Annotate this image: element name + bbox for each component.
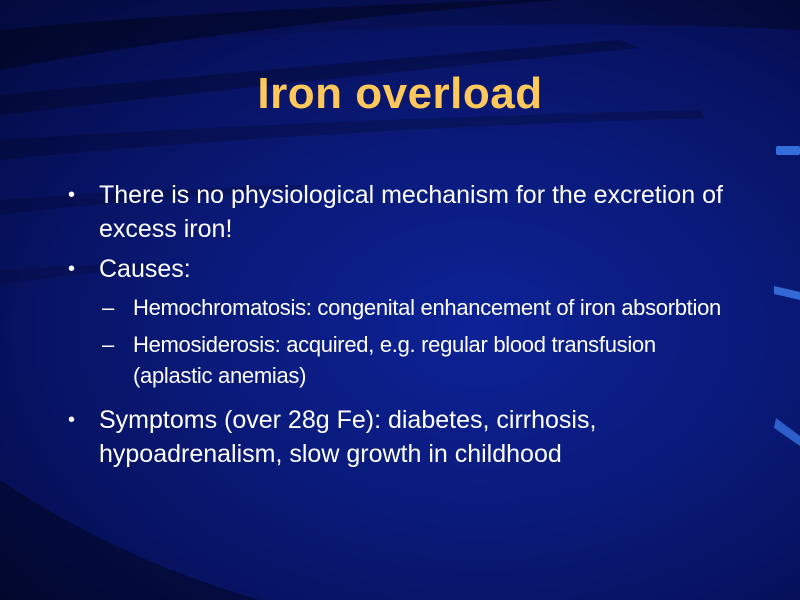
bullet-text: Causes: xyxy=(99,255,191,283)
bullet-marker: • xyxy=(68,409,76,431)
bullet-text: There is no physiological mechanism for the excretion of excess iron! xyxy=(99,181,723,243)
bullet-marker: • xyxy=(68,184,76,206)
bullet-text: Symptoms (over 28g Fe): diabetes, cirrhosis, hypoadrenalism, slow growth in childhood xyxy=(99,406,597,468)
accent-marks xyxy=(774,146,800,446)
sub-bullet-item xyxy=(64,292,734,323)
slide-title: Iron overload xyxy=(257,69,543,118)
bullet-list xyxy=(64,178,734,477)
bullet-item xyxy=(64,403,734,471)
sub-bullet-item xyxy=(64,329,734,391)
dash-marker: – xyxy=(102,332,114,357)
dash-marker: – xyxy=(102,295,114,320)
bullet-marker: • xyxy=(68,258,76,280)
bullet-item xyxy=(64,252,734,286)
bullet-item xyxy=(64,178,734,246)
sub-bullet-text: Hemosiderosis: acquired, e.g. regular blood transfusion (aplastic anemias) xyxy=(133,332,656,388)
sub-bullet-text: Hemochromatosis: congenital enhancement of iron absorbtion xyxy=(133,295,721,320)
